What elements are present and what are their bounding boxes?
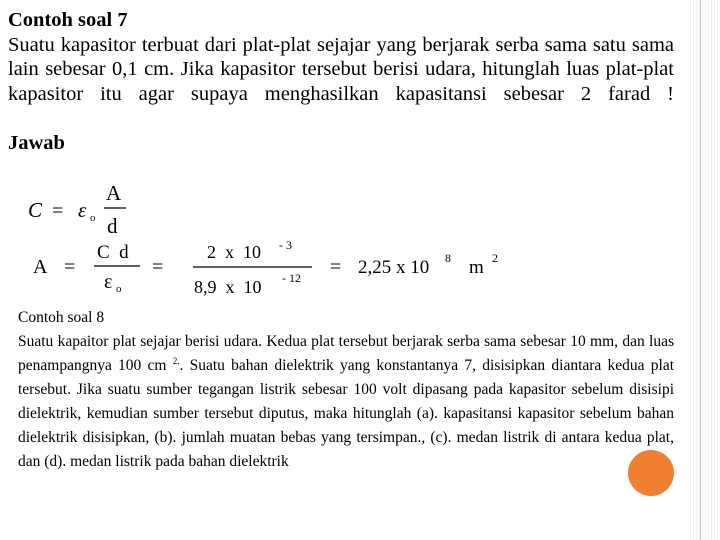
formula2-eq3: = (330, 256, 342, 278)
formula2-result: 2,25 x 10 (358, 257, 430, 278)
problem-8-text-part1: Suatu kapaitor plat sejajar berisi udara. Kedua plat tersebut berjarak serba sama sebesar 10 mm, dan luas penampangnya 100 cm (18, 333, 674, 374)
formula2-frac2-numerator: 2 x 10 (207, 242, 261, 262)
problem-8-text-part2: . Suatu bahan dielektrik yang konstantanya 7, disisipkan diantara kedua plat tersebut. Jika suatu sumber tegangan listrik sebesar 100 volt dipasang pada kapasitor sebelum disisipi dielektrik, kemudian sumber tersebut diputus, maka hitunglah (a). kapasitansi kapasitor sebelum bahan dielektrik disisipkan, (b). jumlah muatan bebas yang tersimpan., (c). medan listrik di antara kedua plat, dan (d). medan listrik pada bahan dielektrik (18, 357, 675, 470)
formula2-frac1-numerator: C d (97, 242, 129, 263)
formula2-frac1-denominator: ε (104, 271, 113, 293)
formula1-epsilon: ε (78, 198, 87, 222)
formula2-frac2-denominator: 8,9 x 10 (194, 277, 262, 297)
formula1-equals: = (52, 200, 64, 222)
problem-8-superscript: 2. (172, 356, 180, 366)
formula1-epsilon-sub: o (90, 212, 96, 224)
formula-area-calculation (33, 238, 498, 297)
formula-capacitance (28, 181, 126, 238)
problem-8-title: Contoh soal 8 (18, 309, 105, 326)
formula2-lhs: A (33, 256, 48, 278)
problem-8 (18, 306, 674, 474)
problem-7-title: Contoh soal 7 (8, 9, 128, 31)
formula2-unit: m (469, 257, 484, 278)
formula1-denominator: d (107, 214, 118, 238)
formula2-frac2-numerator-exp: - 3 (279, 238, 292, 252)
formula2-result-exp: 8 (445, 251, 451, 265)
formula2-eq1: = (64, 256, 76, 278)
problem-8-text (18, 330, 674, 474)
formula2-unit-exp: 2 (492, 251, 498, 265)
formula1-numerator: A (106, 181, 122, 205)
answer-label: Jawab (8, 131, 65, 154)
problem-7-text: Suatu kapasitor terbuat dari plat-plat sejajar yang berjarak serba sama satu sama lain sebesar 0,1 cm. Jika kapasitor tersebut berisi udara, hitunglah luas plat-plat kapasitor itu agar supaya menghasilkan kapasitansi sebesar 2 farad ! (8, 33, 674, 105)
formula1-lhs: C (28, 198, 43, 222)
formula2-eq2: = (152, 256, 164, 278)
formula2-frac2-denominator-exp: - 12 (282, 271, 301, 285)
formula2-frac1-denominator-sub: o (116, 283, 122, 295)
